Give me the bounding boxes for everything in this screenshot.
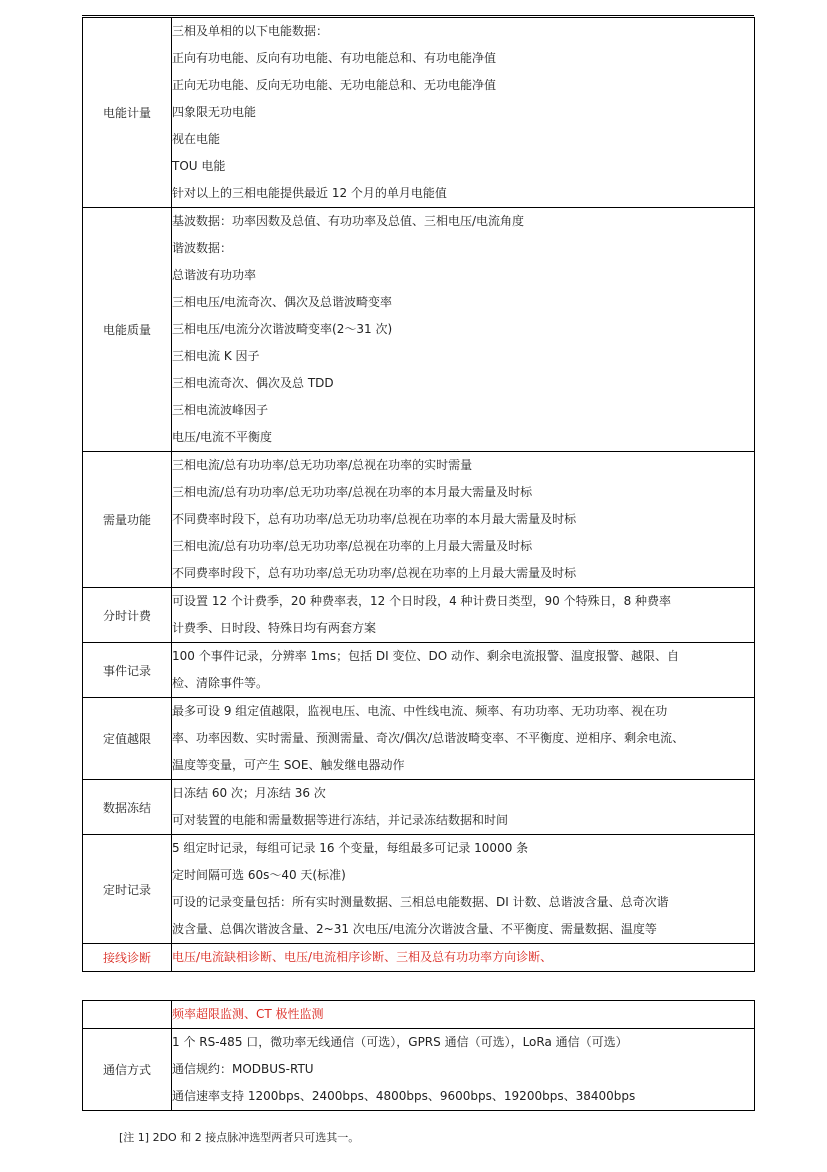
content-line: 三相电流/总有功功率/总无功功率/总视在功率的本月最大需量及时标 <box>172 485 533 499</box>
row-content <box>172 835 755 944</box>
row-content <box>172 1029 755 1111</box>
row-content <box>172 1001 755 1029</box>
row-label: 电能质量 <box>83 208 172 452</box>
content-line: 谐波数据： <box>172 241 233 255</box>
row-content <box>172 780 755 835</box>
content-line: 1 个 RS-485 口，微功率无线通信（可选），GPRS 通信（可选），LoRa 通信（可选） <box>172 1035 628 1049</box>
content-line: 不同费率时段下，总有功功率/总无功功率/总视在功率的上月最大需量及时标 <box>172 566 577 580</box>
footnote: [注 1] 2DO 和 2 接点脉冲选型两者只可选其一。 <box>119 1131 360 1144</box>
row-data-freeze <box>83 780 755 835</box>
content-line: 可对装置的电能和需量数据等进行冻结，并记录冻结数据和时间 <box>172 813 509 827</box>
content-line: 定时间隔可选 60s～40 天(标准) <box>172 868 346 882</box>
content-line: 三相电压/电流奇次、偶次及总谐波畸变率 <box>172 295 393 309</box>
row-power-quality <box>83 208 755 452</box>
content-line: 可设的记录变量包括：所有实时测量数据、三相总电能数据、DI 计数、总谐波含量、总奇次谐 <box>172 895 669 909</box>
content-line: 三相电流/总有功功率/总无功功率/总视在功率的上月最大需量及时标 <box>172 539 533 553</box>
content-line: 通信规约：MODBUS-RTU <box>172 1062 314 1076</box>
content-line: 不同费率时段下，总有功功率/总无功功率/总视在功率的本月最大需量及时标 <box>172 512 577 526</box>
row-label: 事件记录 <box>83 643 172 698</box>
row-limit-alarm <box>83 698 755 780</box>
row-label: 需量功能 <box>83 452 172 588</box>
content-line: 总谐波有功功率 <box>172 268 257 282</box>
content-line: 三相及单相的以下电能数据： <box>172 24 329 38</box>
row-timed-record <box>83 835 755 944</box>
content-line: 波含量、总偶次谐波含量、2~31 次电压/电流分次谐波含量、不平衡度、需量数据、温度等 <box>172 922 657 936</box>
content-line: 正向无功电能、反向无功电能、无功电能总和、无功电能净值 <box>172 78 497 92</box>
content-line: 基波数据：功率因数及总值、有功功率及总值、三相电压/电流角度 <box>172 214 525 228</box>
row-label: 通信方式 <box>83 1029 172 1111</box>
row-content <box>172 452 755 588</box>
content-line: 三相电流/总有功功率/总无功功率/总视在功率的实时需量 <box>172 458 473 472</box>
content-line: 最多可设 9 组定值越限，监视电压、电流、中性线电流、频率、有功功率、无功功率、视在功 <box>172 704 668 718</box>
row-label: 电能计量 <box>83 18 172 208</box>
content-line: 视在电能 <box>172 132 221 146</box>
content-line: 四象限无功电能 <box>172 105 257 119</box>
content-line: 100 个事件记录，分辨率 1ms；包括 DI 变位、DO 动作、剩余电流报警、温度报警、越限、自 <box>172 649 680 663</box>
row-tou-billing <box>83 588 755 643</box>
row-event-log <box>83 643 755 698</box>
content-line: 电压/电流不平衡度 <box>172 430 273 444</box>
top-rule <box>82 15 754 16</box>
content-line: 计费季、日时段、特殊日均有两套方案 <box>172 621 377 635</box>
row-content <box>172 588 755 643</box>
row-demand <box>83 452 755 588</box>
content-line: 可设置 12 个计费季，20 种费率表，12 个日时段，4 种计费日类型，90 个特殊日，8 种费率 <box>172 594 672 608</box>
content-line: 日冻结 60 次；月冻结 36 次 <box>172 786 326 800</box>
content-line: 三相电压/电流分次谐波畸变率(2～31 次) <box>172 322 393 336</box>
row-content <box>172 643 755 698</box>
content-line: 三相电流波峰因子 <box>172 403 269 417</box>
row-label: 定值越限 <box>83 698 172 780</box>
spec-table-main <box>82 17 755 972</box>
content-line: 频率超限监测、CT 极性监测 <box>172 1007 324 1021</box>
spec-table-continued <box>82 1000 755 1111</box>
row-label <box>83 1001 172 1029</box>
row-wiring-diagnosis-continued <box>83 1001 755 1029</box>
row-content <box>172 18 755 208</box>
row-wiring-diagnosis <box>83 944 755 972</box>
content-line: 三相电流 K 因子 <box>172 349 260 363</box>
content-line: 检、清除事件等。 <box>172 676 269 690</box>
content-line: 正向有功电能、反向有功电能、有功电能总和、有功电能净值 <box>172 51 497 65</box>
content-line: 5 组定时记录，每组可记录 16 个变量，每组最多可记录 10000 条 <box>172 841 529 855</box>
row-label: 接线诊断 <box>83 944 172 972</box>
row-communication <box>83 1029 755 1111</box>
row-label: 分时计费 <box>83 588 172 643</box>
content-line: TOU 电能 <box>172 159 226 173</box>
row-content <box>172 698 755 780</box>
content-line: 通信速率支持 1200bps、2400bps、4800bps、9600bps、19200bps、38400bps <box>172 1089 636 1103</box>
content-line: 针对以上的三相电能提供最近 12 个月的单月电能值 <box>172 186 447 200</box>
content-line: 温度等变量，可产生 SOE、触发继电器动作 <box>172 758 405 772</box>
row-label: 数据冻结 <box>83 780 172 835</box>
row-label: 定时记录 <box>83 835 172 944</box>
row-content <box>172 208 755 452</box>
content-line: 率、功率因数、实时需量、预测需量、奇次/偶次/总谐波畸变率、不平衡度、逆相序、剩余电流、 <box>172 731 685 745</box>
row-content <box>172 944 755 972</box>
row-energy-metering <box>83 18 755 208</box>
content-line: 电压/电流缺相诊断、电压/电流相序诊断、三相及总有功功率方向诊断、 <box>172 950 553 964</box>
content-line: 三相电流奇次、偶次及总 TDD <box>172 376 334 390</box>
